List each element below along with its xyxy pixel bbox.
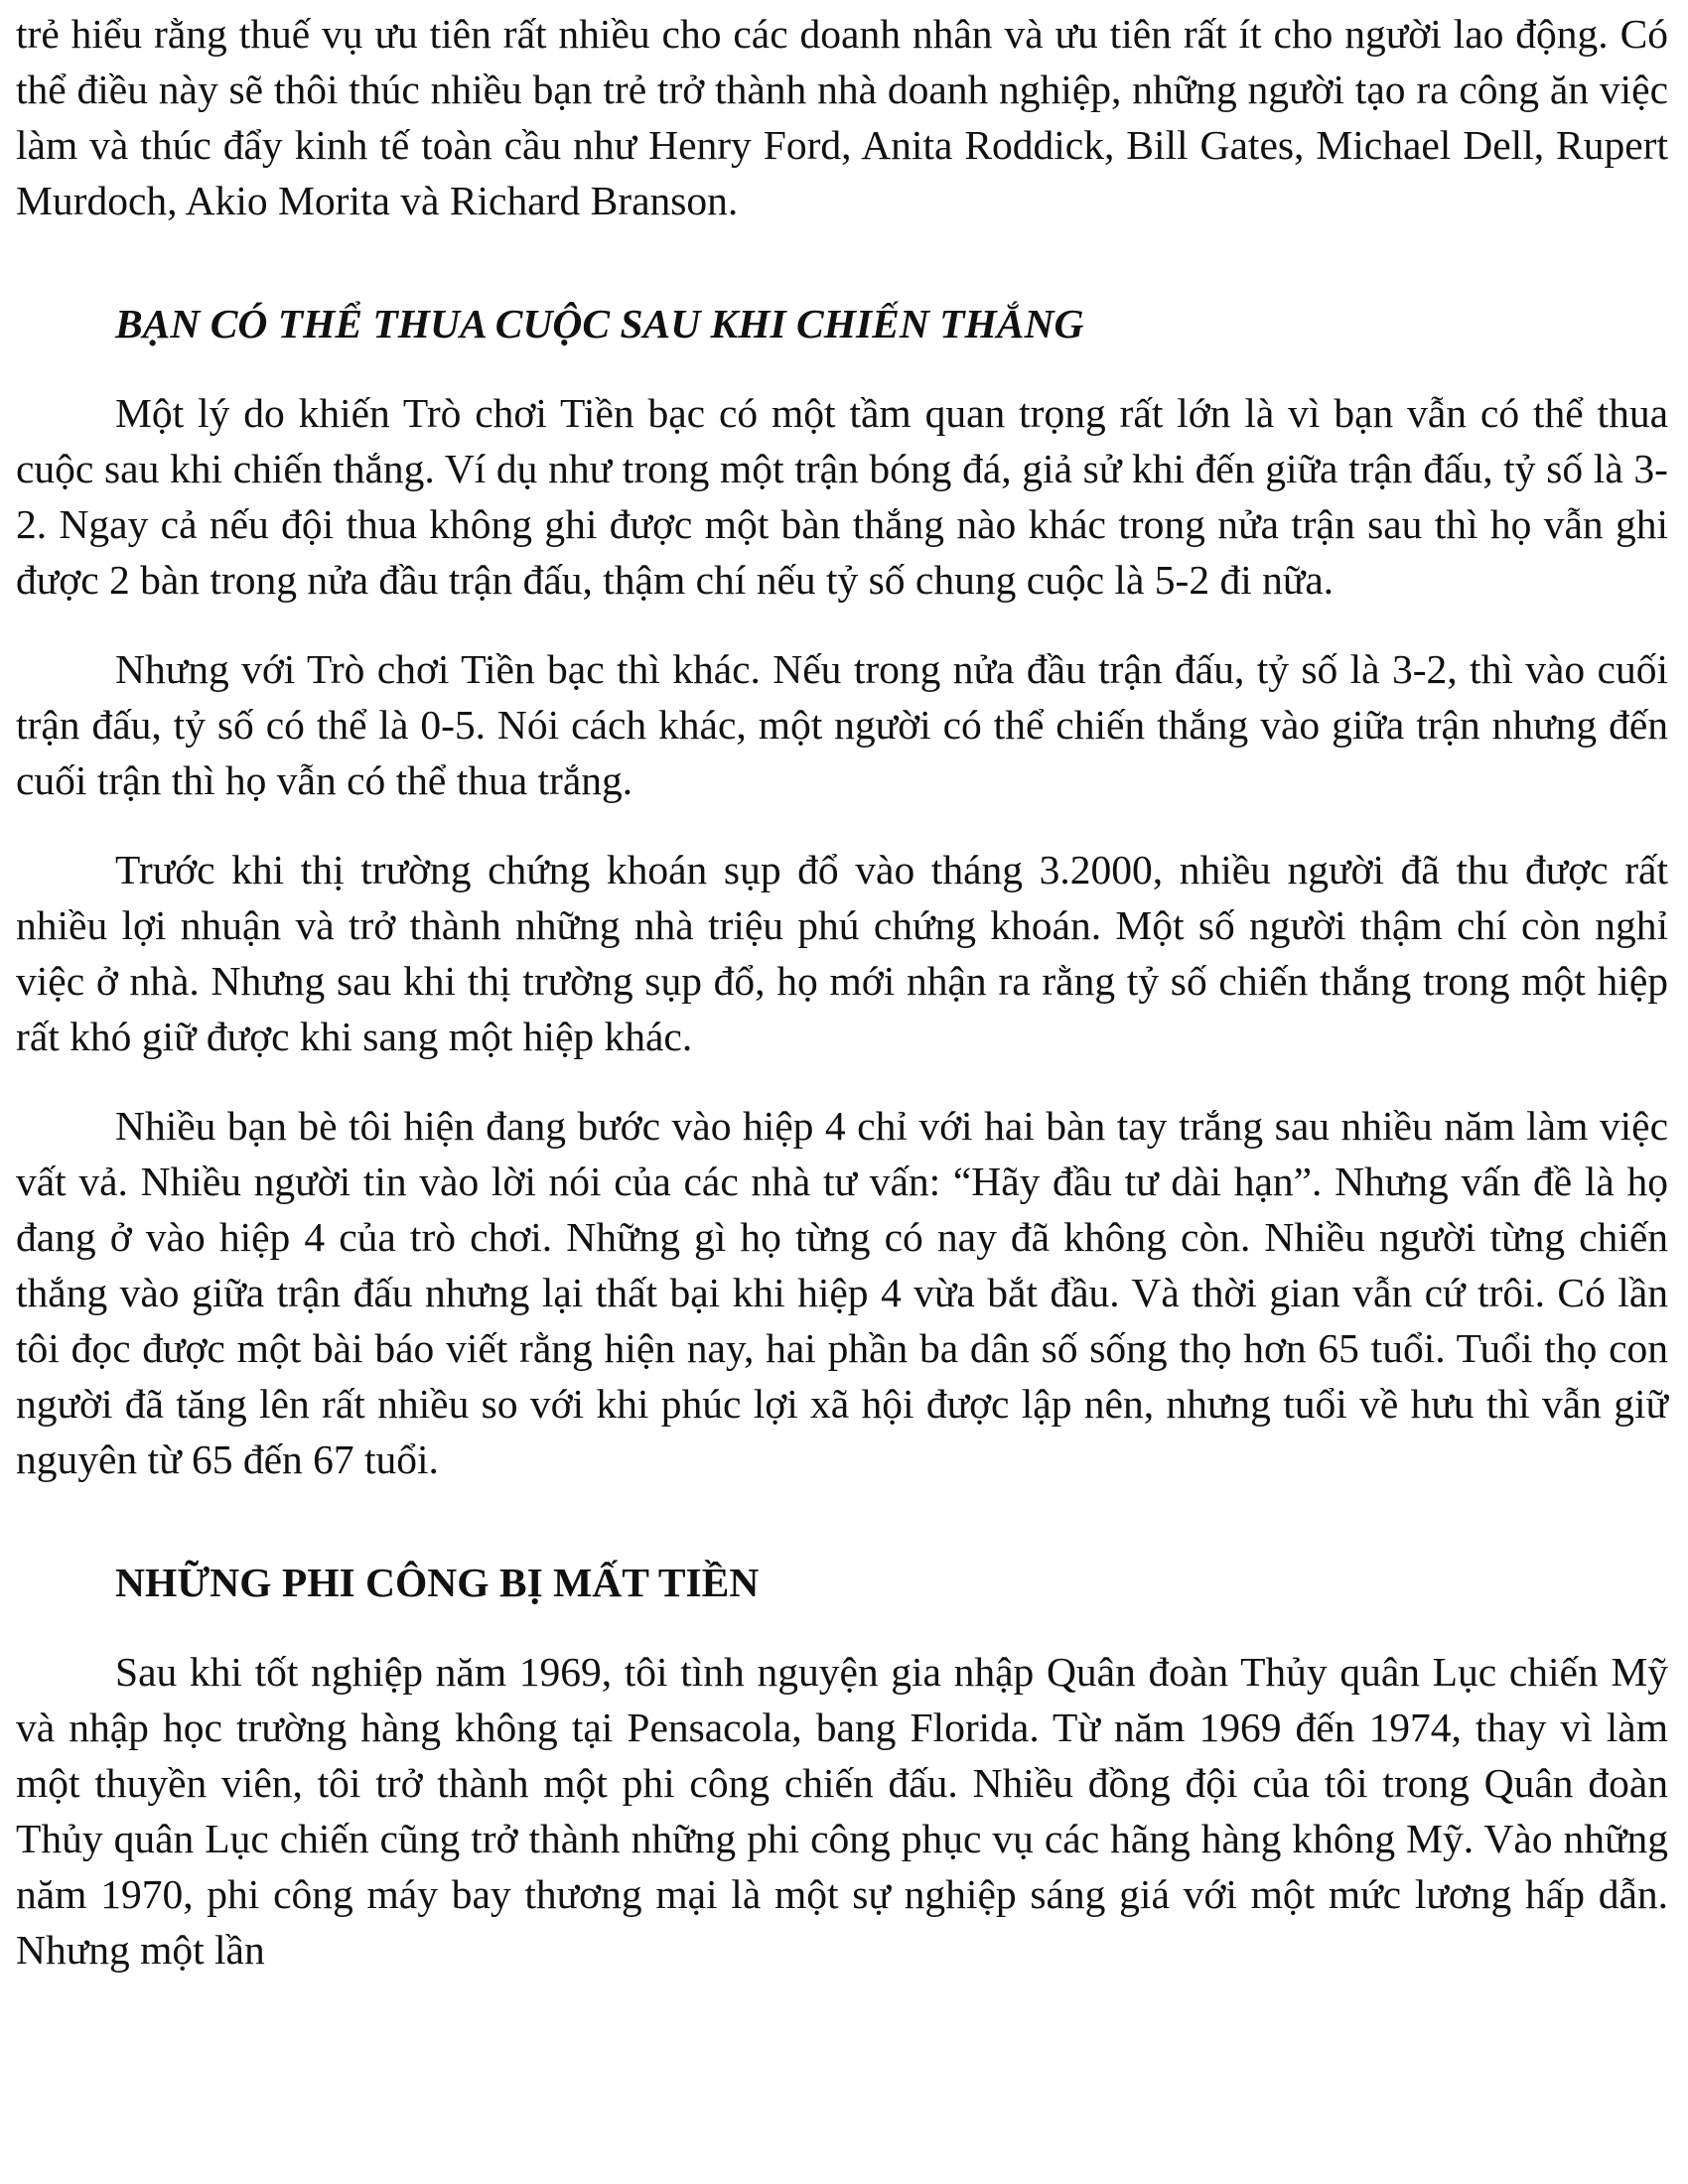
body-paragraph: Trước khi thị trường chứng khoán sụp đổ vào tháng 3.2000, nhiều người đã thu được rất nhiều lợi nhuận và trở thành những nhà triệu phú chứng khoán. Một số người thậm chí còn nghỉ việc ở nhà. Nhưng sau khi thị trường sụp đổ, họ mới nhận ra rằng tỷ số chiến thắng trong một hiệp rất khó giữ được khi sang một hiệp khác. [16, 847, 1668, 1059]
body-paragraph: Nhiều bạn bè tôi hiện đang bước vào hiệp 4 chỉ với hai bàn tay trắng sau nhiều năm làm việc vất vả. Nhiều người tin vào lời nói của các nhà tư vấn: “Hãy đầu tư dài hạn”. Nhưng vấn đề là họ đang ở vào hiệp 4 của trò chơi. Những gì họ từng có nay đã không còn. Nhiều người từng chiến thắng vào giữa trận đấu nhưng lại thất bại khi hiệp 4 vừa bắt đầu. Và thời gian vẫn cứ trôi. Có lần tôi đọc được một bài báo viết rằng hiện nay, hai phần ba dân số sống thọ hơn 65 tuổi. Tuổi thọ con người đã tăng lên rất nhiều so với khi phúc lợi xã hội được lập nên, nhưng tuổi về hưu thì vẫn giữ nguyên từ 65 đến 67 tuổi. [16, 1103, 1668, 1482]
body-paragraph: Một lý do khiến Trò chơi Tiền bạc có một tầm quan trọng rất lớn là vì bạn vẫn có thể thua cuộc sau khi chiến thắng. Ví dụ như trong một trận bóng đá, giả sử khi đến giữa trận đấu, tỷ số là 3-2. Ngay cả nếu đội thua không ghi được một bàn thắng nào khác trong nửa trận sau thì họ vẫn ghi được 2 bàn trong nửa đầu trận đấu, thậm chí nếu tỷ số chung cuộc là 5-2 đi nữa. [16, 390, 1668, 603]
body-paragraph: Nhưng với Trò chơi Tiền bạc thì khác. Nếu trong nửa đầu trận đấu, tỷ số là 3-2, thì vào cuối trận đấu, tỷ số có thể là 0-5. Nói cách khác, một người có thể chiến thắng vào giữa trận nhưng đến cuối trận thì họ vẫn có thể thua trắng. [16, 646, 1668, 803]
intro-paragraph: trẻ hiểu rằng thuế vụ ưu tiên rất nhiều cho các doanh nhân và ưu tiên rất ít cho người lao động. Có thể điều này sẽ thôi thúc nhiều bạn trẻ trở thành nhà doanh nghiệp, những người tạo ra công ăn việc làm và thúc đẩy kinh tế toàn cầu như Henry Ford, Anita Roddick, Bill Gates, Michael Dell, Rupert Murdoch, Akio Morita và Richard Branson. [16, 11, 1668, 223]
section-heading-losing-after-winning: BẠN CÓ THỂ THUA CUỘC SAU KHI CHIẾN THẮNG [115, 301, 1084, 346]
body-paragraph: Sau khi tốt nghiệp năm 1969, tôi tình nguyện gia nhập Quân đoàn Thủy quân Lục chiến Mỹ và nhập học trường hàng không tại Pensacola, bang Florida. Từ năm 1969 đến 1974, thay vì làm một thuyền viên, tôi trở thành một phi công chiến đấu. Nhiều đồng đội của tôi trong Quân đoàn Thủy quân Lục chiến cũng trở thành những phi công phục vụ các hãng hàng không Mỹ. Vào những năm 1970, phi công máy bay thương mại là một sự nghiệp sáng giá với một mức lương hấp dẫn. Nhưng một lần [16, 1649, 1668, 1973]
section-heading-pilots-lost-money: NHỮNG PHI CÔNG BỊ MẤT TIỀN [115, 1560, 760, 1605]
